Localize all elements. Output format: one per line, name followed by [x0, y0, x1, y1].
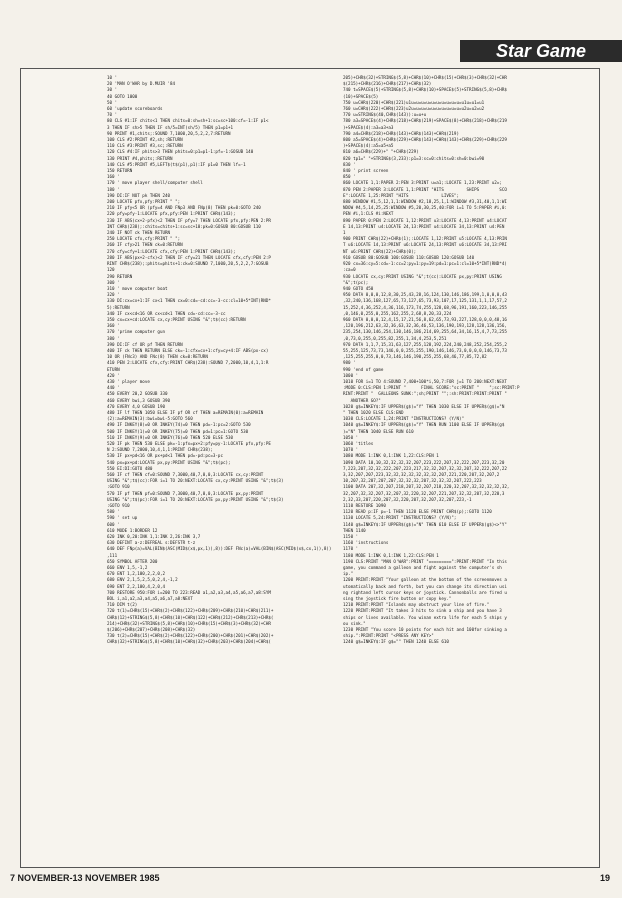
page-number: 19 [599, 873, 610, 883]
program-listing [20, 68, 600, 868]
issue-date: 7 NOVEMBER-13 NOVEMBER 1985 [10, 873, 160, 883]
section-banner: Star Game [460, 40, 622, 62]
listing-left-column: 10 ' 20 'MAN O'WAR by D.MUIR '84 30 ' 40 GOTO 1000 50 ' 60 'update scoreboards 70 ' 80 CLS #1:IF chits<1 THEN chits=0:sh=sh+1:sc=sc+100:cf=-1:IF p1< 3 THEN IF sh>5 THEN IF sh/5=INT(sh/5) THEN p1=p1+1 90 PRINT #1,chits;:SOUND 7,1000,20,5,2,2,7:RETURN 100 CLS #2:PRINT #2,sh;:RETURN 110 CLS #3:PRINT #3,sc;:RETURN 120 CLS #4:IF phits>3 THEN phits=0:p1=p1-1:pf=-1:GOSUB 140 130 PRINT #4,phits;:RETURN 140 CLS #5:PRINT #5,LEFT$(t$(p1),p1):IF p1=0 THEN lf=-1 150 RETURN 160 ' 170 ' move player shell/computer shell 180 ' 190 DI:IF NOT pk THEN 240 200 LOCATE pfx,pfy:PRINT " "; 210 IF pfy<5 OR (pfy=4 AND FNp3 AND FNp(8) THEN pk=0:GOTO 240 220 pfy=pfy-1:LOCATE pfx,pfy:PEN 1:PRINT CHR$(143); 230 IF ABS(cx+2-pfx)<2 THEN IF pfy=7 THEN LOCATE pfx,pfy:PEN 2:PR INT CHR$(238);:chits=chits+1:sc=sc+10:pk=0:GOSUB 80:GOSUB 110 240 IF NOT ck THEN RETURN 250 LOCATE cfx,cfy:PRINT " "; 260 IF cfy>21 THEN ck=0:RETURN 270 cfy=cfy+1:LOCATE cfx,cfy:PEN 1:PRINT CHR$(143); 280 IF ABS(px+2-cfx)<2 THEN IF cfy=21 THEN LOCATE cfx,cfy:PEN 2:P RINT CHR$(238);:phits=phits+1:ck=0:SOUND 7,1000,20,5,2,2,7:GOSUB 120 290 RETURN 300 ' 310 ' move computer boat 320 ' 330 DI:cx=cx+1:IF cx<1 THEN cx=0:cd=-cd:cc=-3-cc:cl=10+5*INT(RND* 5):RETURN 340 IF cx<cd<16 OR cx<cd<1 THEN cd=-cd:cc=-3-cc 350 cx=cx+cd:LOCATE cx,cy:PRINT USING "&";t$(cc):RETURN 360 ' 370 'prime computer gun 380 ' 390 DI:IF cf OR pf THEN RETURN 400 IF ck THEN RETURN ELSE ck=-1:cfx=cx+1:cfy=cy+4:IF ABS(px-cx) 10 OR (FNc3) AND FNc(8) THEN ck=0:RETURN 410 PEN 2:LOCATE cfx,cfy:PRINT CHR$(238):SOUND 7,2000,10,4,1,1:R ETURN 420 ' 430 ' player move 440 ' 450 EVERY 20,2 GOSUB 330 460 EVERY bwi,3 GOSUB 390 470 EVERY 4,0 GOSUB 190 480 IF lf THEN 1050 ELSE IF pf OR cf THEN a=REMAIN(0):a=REMAIN (2):a=REMAIN(3):bwi=bwi-5:GOTO 560 490 IF INKEY(8)=0 OR INKEY(74)=0 THEN pd=-1:pc=2:GOTO 530 500 IF INKEY(1)=0 OR INKEY(75)=0 THEN pd=1:pc=1:GOTO 530 510 IF INKEY(9)=0 OR INKEY(76)=0 THEN 520 ELSE 530 520 IF pk THEN 530 ELSE pk=-1:pfx=px+2:pfy=py-1:LOCATE pfx,pfy:PE N 2:SOUND 7,2000,10,4,1,1:PRINT CHR$(238); 530 IF px+pd<16 OR px+pd<1 THEN pd=-pd:pc=3-pc 540 px=px+pd:LOCATE px,py:PRINT USING "&";t$(pc); 550 EI:DI:GOTO 480 560 IF cf THEN cf=0:SOUND 7,3000,40,7,0,0,3:LOCATE cx,cy:PRINT USING "&";t$(cc):FOR i=1 TO 20:NEXT:LOCATE cx,cy:PRINT USING "&";t$(3) :GOTO 910 570 IF pf THEN pf=0:SOUND 7,3000,40,7,0,0,3:LOCATE px,py:PRINT USING "&";t$(pc):FOR i=1 TO 20:NEXT:LOCATE px,py:PRINT USING "&";t$(3) :GOTO 910 580 ' 590 ' set up 600 ' 610 MODE 1:BORDER 12 620 INK 0,20:INK 1,1:INK 2,26:INK 3,7 630 DEFINT a-z:DEFREAL s:DEFSTR t-z 640 DEF FNp(a)=VAL(BIN$(ASC(MID$(x$,px,1)),8)):DEF FNc(a)=VAL(BIN$(ASC(MID$(x$,cx,1)),8)) ,111 650 SYMBOL AFTER 200 660 ENV 1,5,-1,2 670 ENT 1,2,100,2,2,0,2 680 ENV 2,1,5,2,5,0,2,4,-1,2 690 ENT 2,2,100,4,2,0,4 700 RESTORE 950:FOR i=200 TO 223:READ a1,a2,a3,a4,a5,a6,a7,a8:SYM BOL i,a1,a2,a3,a4,a5,a6,a7,a8:NEXT 710 DIM t(2) 720 t(1)=CHR$(15)+CHR$(2)+CHR$(122)+CHR$(209)+CHR$(210)+CHR$(211)+ CHR$(12)+STRING$(5,8)+CHR$(10)+CHR$(122)+CHR$(212)+CHR$(213)+CHR$( 214)+CHR$(32)+STRING$(5,8)+CHR$(10)+CHR$(15)+CHR$(3)+CHR$(32)+CHR $(206)+CHR$(207)+CHR$(208)+CHR$(32) 730 t(2)=CHR$(15)+CHR$(2)+CHR$(122)+CHR$(200)+CHR$(201)+CHR$(202)+ CHR$(32)+STRING$(5,8)+CHR$(10)+CHR$(32)+CHR$(203)+CHR$(204)+CHR$( [107, 75, 332, 645]
listing-right-column: 205)+CHR$(32)+STRING$(5,8)+CHR$(10)+CHR$(15)+CHR$(3)+CHR$(32)+CHR $(215)+CHR$(216)+CHR$(217)+CHR$(32) 740 t=SPACE$(5)+STRING$(5,8)+CHR$(10)+SPACE$(5)+STRING$(5,8)+CHR$ (10)+SPACE$(5) 750 u=CHR$(220)+CHR$(221)u1u=u=u=u=u=u=u=u=u=u=u1u=u1=u1 760 u=CHR$(222)+CHR$(223)u2u=u=u=u=u=u=u=u=u=u=u2u=u2=u2 770 u=STRING$(40,CHR$(143)):u=u+u 780 a3=SPACE$(4)+CHR$(218)+CHR$(219)+SPACE$(8)+CHR$(218)+CHR$(219 )+SPACE$(4):a3=a3+a3 790 a4=CHR$(218)+CHR$(143)+CHR$(143)+CHR$(219) 800 a5=SPACE$(4)+CHR$(229)+CHR$(143)+CHR$(143)+CHR$(229)+CHR$(229 )+SPACE$(4):a5=a5+a5 810 a6=CHR$(229)+" "+CHR$(229) 820 tp1=" "+STRING$(3,233):p1=3:sc=0:chits=0:sh=0:bwi=90 830 ' 840 ' print screen 850 ' 860 LOCATE 1,1:PAPER 2:PEN 3:PRINT u=a1;:LOCATE 1,23:PRINT u2=; 870 PEN 2:PAPER 3:LOCATE 1,1:PRINT "HITS SHIPS SCO E":LOCATE 1,25:PRINT "HITS LIVES"; 880 WINDOW #1,5,12,1,1:WINDOW #2,18,25,1,1:WINDOW #3,31,40,1,1:WI NDOW #4,5,14,25,25:WINDOW #5,20,30,25,40:FOR i=1 TO 5:PAPER #i,0: PEN #i,1:CLS #i:NEXT 890 PAPER 0:PEN 2:LOCATE 1,12:PRINT u3:LOCATE 4,13:PRINT u4:LOCAT E 14,13:PRINT u4:LOCATE 24,13:PRINT u4:LOCATE 34,13:PRINT u4:PEN 1 900 PRINT CHR$(22)+CHR$(1);:LOCATE 1,12:PRINT u5:LOCATE 4,13:PRIN T u6:LOCATE 14,13:PRINT u6:LOCATE 24,13:PRINT u6:LOCATE 34,13:PRI NT u6:PRINT CHR$(22)+CHR$(0); 910 GOSUB 80:GOSUB 100:GOSUB 110:GOSUB 120:GOSUB 140 920 cx=36:cy=5:cd=-1:cc=2:py=1:py=19:pd=1:pc=1:cl=10+5*INT(RND*4) :ca=0 930 LOCATE cx,cy:PRINT USING "&";t(cc):LOCATE px,py:PRINT USING "&";t(pc); 940 GOTO 450 950 DATA 0,0,0,12,8,30,25,43,28,16,124,130,146,186,199,1,0,0,0,43 ,32,240,136,168,127,65,73,127,65,73,93,107,17,125,131,1,1,17,57,2 15,252,4,36,252,4,36,116,173,74,255,128,68,96,191,160,223,146,255 ,0,146,0,255,0,255,162,255,2,68,8,20,33,224 960 DATA 0,0,0,12,4,15,17,21,56,8,62,65,73,93,227,128,0,0,0,48,16 ,120,196,212,63,32,36,63,32,36,46,53,136,190,193,128,128,136,156, 235,254,130,146,254,130,146,186,214,69,255,64,34,16,15,4,7,73,255 ,0,73,0,255,0,255,82,255,1,34,4,253,5,251 970 DATA 1,1,7,15,31,63,127,255,128,192,224,240,248,252,254,255,2 55,255,125,73,73,146,0,0,255,255,190,146,146,73,0,0,0,0,146,73,73 ,125,255,255,0,0,73,146,146,190,255,255,68,46,77,85,72,82 980 ' 990 'end of game 1000 ' 1010 FOR i=1 TO 4:SOUND 7,400+100*i,50,7:FOR j=1 TO 200:NEXT:NEXT :MODE 0:CLS:PEN 1:PRINT " FINAL SCORE:"sc:PRINT " ";sc:PRINT:P RINT:PRINT " GALLEONS SUNK:";sh;PRINT "";:sh:PRINT:PRINT:PRINT " ANOTHER GO?" 1020 g$=INKEY$:IF UPPER$(g$)="Y" THEN 1030 ELSE IF UPPER$(g$)="N " THEN 1020 ELSE CLS:END 1030 CLS:LOCATE 1,24:PRINT "INSTRUCTIONS? (Y/N)" 1040 g$=INKEY$:IF UPPER$(g$)="Y" THEN RUN 1100 ELSE IF UPPER$(g$ )="N" THEN 1040 ELSE RUN 610 1050 ' 1060 'titles 1070 ' 1080 MODE 1:INK 0,1:INK 1,22:CLS:PEN 1 1090 DATA 10,10,32,32,32,32,207,223,222,207,32,222,207,223,32,20 7,223,207,32,32,222,207,223,217,32,32,207,32,32,207,32,222,207,22 3,32,207,207,223,32,32,32,32,32,32,32,207,221,220,207,32,207,2 10,207,32,207,207,207,32,32,32,207,32,32,32,207,222,223 1100 DATA 207,32,207,218,207,32,207,218,220,32,207,32,32,32,32,32, 32,207,32,32,207,32,207,32,220,32,207,221,207,32,32,207,32,220,3 2,32,33,207,220,207,32,220,207,32,207,32,207,223,-1 1110 RESTORE 1090 1120 READ p:IF p=-1 THEN 1120 ELSE PRINT CHR$(p);:GOTO 1120 1130 LOCATE 5,24:PRINT "INSTRUCTIONS? (Y/N)"; 1140 g$=INKEY$:IF UPPER$(g$)="N" THEN 610 ELSE IF UPPER$(g$)<>"Y" THEN 1140 1150 ' 1160 'instructions 1170 ' 1180 MODE 1:INK 0,1:INK 1,22:CLS:PEN 1 1190 CLS:PRINT "MAN O'WAR":PRINT "=========":PRINT:PRINT "In this game, you command a galleon and fight against the computer's sh ip." 1200 PRINT:PRINT "Your galleon at the bottom of the screenmoves a utomatically back and forth, but you can change its direction usi ng rightand left cursor keys or joystick. Cannonballs are fired u sing the joystick fire button or copy key." 1210 PRINT:PRINT "Islands may obstruct your line of fire." 1220 PRINT:PRINT "It takes 3 hits to sink a ship and you have 3 ships or lives available. You winan extra life for each 5 ships y ou sink." 1230 PRINT "You score 10 points for each hit and 100for sinking a ship.":PRINT:PRINT "<PRESS ANY KEY>" 1240 g$=INKEY$:IF g$="" THEN 1240 ELSE 610 [343, 75, 520, 645]
